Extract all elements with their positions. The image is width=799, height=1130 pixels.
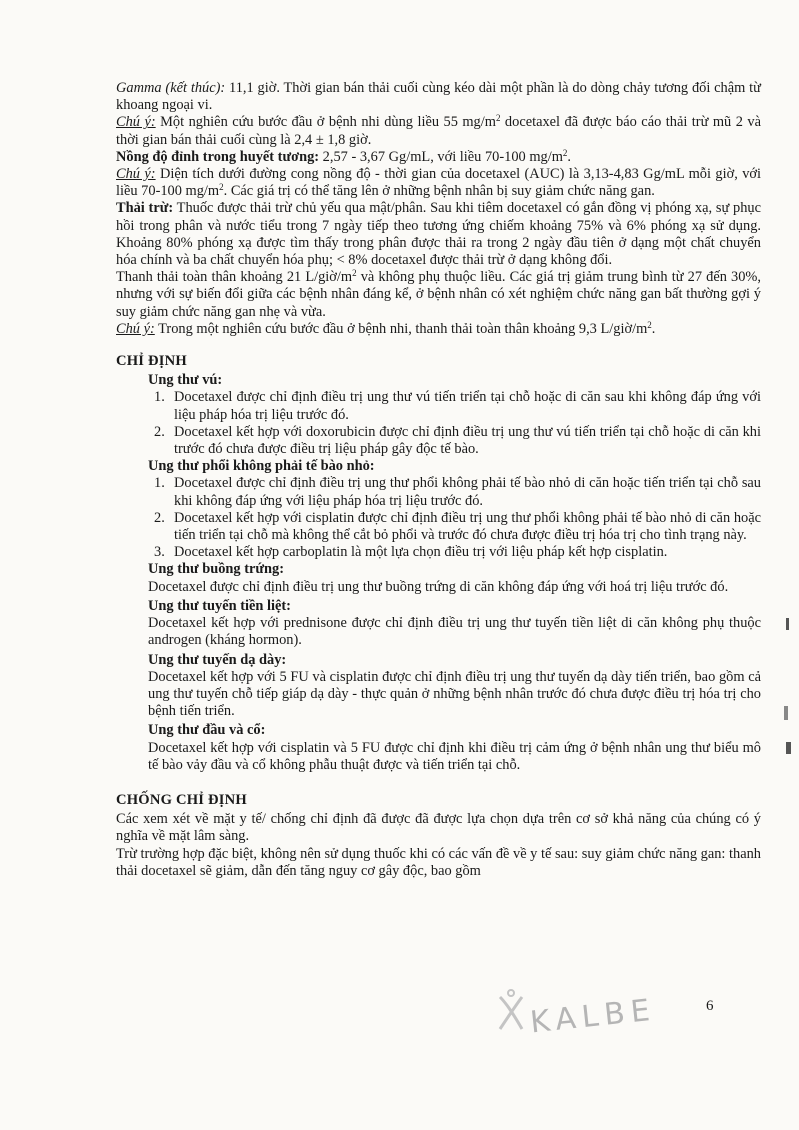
note-paragraph-3 xyxy=(116,321,761,338)
breast-cancer-list xyxy=(116,389,761,458)
note-text: Một nghiên cứu bước đầu ở bệnh nhi dùng liều 55 mg/m xyxy=(155,114,496,131)
scan-edge-mark xyxy=(786,618,789,630)
page-number: 6 xyxy=(706,998,714,1014)
note-text: Diện tích dưới đường cong nồng độ - thời gian của docetaxel (AUC) là 3,13-4,83 Gg/mL mỗi giờ, với liều 70-100 mg/m xyxy=(116,166,761,200)
elimination-label: Thải trừ: xyxy=(116,200,174,217)
contraindications-paragraph-1: Các xem xét về mặt y tế/ chống chỉ định đã được đã được lựa chọn dựa trên cơ sở khả năng của chúng có ý nghĩa về mặt lâm sàng. xyxy=(116,811,761,845)
list-item xyxy=(116,389,761,423)
note-text: . Các giá trị có thể tăng lên ở những bệnh nhân bị suy giảm chức năng gan. xyxy=(223,183,655,200)
superscript: 2 xyxy=(562,147,568,158)
list-number: 2. xyxy=(154,423,165,440)
note-paragraph-1 xyxy=(116,114,761,148)
list-text: Docetaxel kết hợp carboplatin là một lựa chọn điều trị với liệu pháp kết hợp cisplatin. xyxy=(174,544,668,561)
stamp-logo-icon xyxy=(492,985,532,1035)
list-text: Docetaxel được chỉ định điều trị ung thư phổi không phải tế bào nhỏ di căn hoặc tiến triển tại chỗ sau khi không đáp ứng với liệu pháp hóa trị liệu trước đó. xyxy=(174,475,761,509)
note-label: Chú ý: xyxy=(116,166,156,183)
list-number: 1. xyxy=(154,389,165,406)
superscript: 2 xyxy=(219,182,224,193)
list-number: 3. xyxy=(154,544,165,561)
clearance-text: Thanh thải toàn thân khoảng 21 L/giờ/m xyxy=(116,269,353,286)
peak-label: Nồng độ đỉnh trong huyết tương: xyxy=(116,148,320,165)
list-number: 1. xyxy=(154,475,165,492)
list-text: Docetaxel kết hợp với doxorubicin được chỉ định điều trị ung thư vú tiến triển tại chỗ hoặc di căn khi trước đó chưa được điều trị liệu pháp gây độc tế bào. xyxy=(174,423,761,458)
elimination-text: Thuốc được thải trừ chủ yếu qua mật/phân. Sau khi tiêm docetaxel có gắn đồng vị phóng xạ, sự phục hồi trong phân và nước tiểu trong 7 ngày tiếp theo tương ứng chiếm khoảng 75% và 6% phóng xạ sử dụng. Khoảng 80% phóng xạ được tìm thấy trong phân được thải ra trong 2 ngày đầu tiên ở dạng một chất chuyển hóa chính và ba chất chuyển hóa phụ; < 8% docetaxel được thải trừ ở dạng không đổi. xyxy=(116,200,761,269)
note-text: . xyxy=(651,320,656,337)
note-label: Chú ý: xyxy=(116,320,155,337)
note-label: Chú ý: xyxy=(116,114,156,131)
gastric-cancer-heading: Ung thư tuyến dạ dày: xyxy=(148,651,287,668)
gamma-paragraph xyxy=(116,80,761,114)
list-text: Docetaxel được chỉ định điều trị ung thư vú tiến triển tại chỗ hoặc di căn sau khi không đáp ứng với liệu pháp hóa trị liệu trước đó. xyxy=(174,389,761,423)
clearance-text: và không phụ thuộc liều. Các giá trị giảm trung bình từ 27 đến 30%, nhưng với sự biến đổi giữa các bệnh nhân đáng kể, ở bệnh nhân có xét nghiệm chức năng gan bất thường gợi ý suy giảm chức năng gan nhẹ và vừa. xyxy=(116,269,761,320)
note-text: Trong một nghiên cứu bước đầu ở bệnh nhi, thanh thải toàn thân khoảng 9,3 L/giờ/m xyxy=(154,320,648,337)
prostate-cancer-heading: Ung thư tuyến tiền liệt: xyxy=(148,597,291,614)
peak-text: 2,57 - 3,67 Gg/mL, với liều 70-100 mg/m xyxy=(319,148,563,165)
gamma-label: Gamma (kết thúc): xyxy=(116,80,226,96)
contraindications-title: CHỐNG CHỈ ĐỊNH xyxy=(116,791,247,808)
elimination-paragraph xyxy=(116,200,761,269)
document-page xyxy=(116,80,761,880)
stamp-text: KALBE xyxy=(528,992,658,1041)
peak-text: . xyxy=(567,148,572,165)
superscript: 2 xyxy=(495,113,501,124)
contraindications-paragraph-2: Trừ trường hợp đặc biệt, không nên sử dụng thuốc khi có các vấn đề về y tế sau: suy giảm chức năng gan: thanh thải docetaxel sẽ giảm, dẫn đến tăng nguy cơ gây độc, bao gồm xyxy=(116,845,761,879)
prostate-cancer-text: Docetaxel kết hợp với prednisone được chỉ định điều trị ung thư tuyến tiền liệt di căn không phụ thuộc androgen (kháng hormon). xyxy=(148,615,761,649)
gamma-text: 11,1 giờ. Thời gian bán thải cuối cùng kéo dài một phần là do dòng chảy tương đối chậm từ khoang ngoại vi. xyxy=(116,80,761,114)
superscript: 2 xyxy=(647,319,652,330)
breast-cancer-heading: Ung thư vú: xyxy=(148,372,223,389)
lung-cancer-heading: Ung thư phổi không phải tế bào nhỏ: xyxy=(148,458,375,475)
gastric-cancer-text: Docetaxel kết hợp với 5 FU và cisplatin được chỉ định điều trị ung thư tuyến dạ dày tiến triển, bao gồm cả ung thư tuyến chỗ tiếp giáp dạ dày - thực quản ở những bệnh nhân trước đó chưa được điều trị hóa trị cho bệnh tiến triển. xyxy=(148,668,761,720)
clearance-paragraph xyxy=(116,269,761,321)
head-neck-cancer-heading: Ung thư đầu và cổ: xyxy=(148,722,266,739)
kalbe-watermark-stamp xyxy=(492,985,672,1041)
scan-edge-mark xyxy=(786,742,791,754)
head-neck-cancer-text: Docetaxel kết hợp với cisplatin và 5 FU được chỉ định khi điều trị cảm ứng ở bệnh nhân ung thư biểu mô tế bào vảy đầu và cổ không phẫu thuật được và tiến triển tại chỗ. xyxy=(148,739,761,773)
list-text: Docetaxel kết hợp với cisplatin được chỉ định điều trị ung thư phổi không phải tế bào nhỏ di căn hoặc tiến triển tại chỗ mà không thể cắt bỏ phổi và trước đó chưa được điều trị hóa trị cho tình trạng này. xyxy=(174,509,761,544)
indications-title: CHỈ ĐỊNH xyxy=(116,353,187,370)
list-item xyxy=(116,510,761,544)
list-item xyxy=(116,475,761,509)
list-item xyxy=(116,424,761,458)
note-text: docetaxel đã được báo cáo thải trừ mũ 2 và thời gian bán thải cuối cùng là 2,4 ± 1,8 giờ. xyxy=(116,114,761,148)
ovarian-cancer-text: Docetaxel được chỉ định điều trị ung thư buồng trứng di căn không đáp ứng với hoá trị liệu trước đó. xyxy=(148,578,729,595)
ovarian-cancer-heading: Ung thư buồng trứng: xyxy=(148,561,285,578)
lung-cancer-list xyxy=(116,475,761,561)
scan-edge-mark xyxy=(784,706,788,720)
note-paragraph-2 xyxy=(116,166,761,200)
peak-paragraph xyxy=(116,149,761,166)
list-number: 2. xyxy=(154,509,165,526)
list-item xyxy=(116,544,761,561)
superscript: 2 xyxy=(352,268,357,279)
